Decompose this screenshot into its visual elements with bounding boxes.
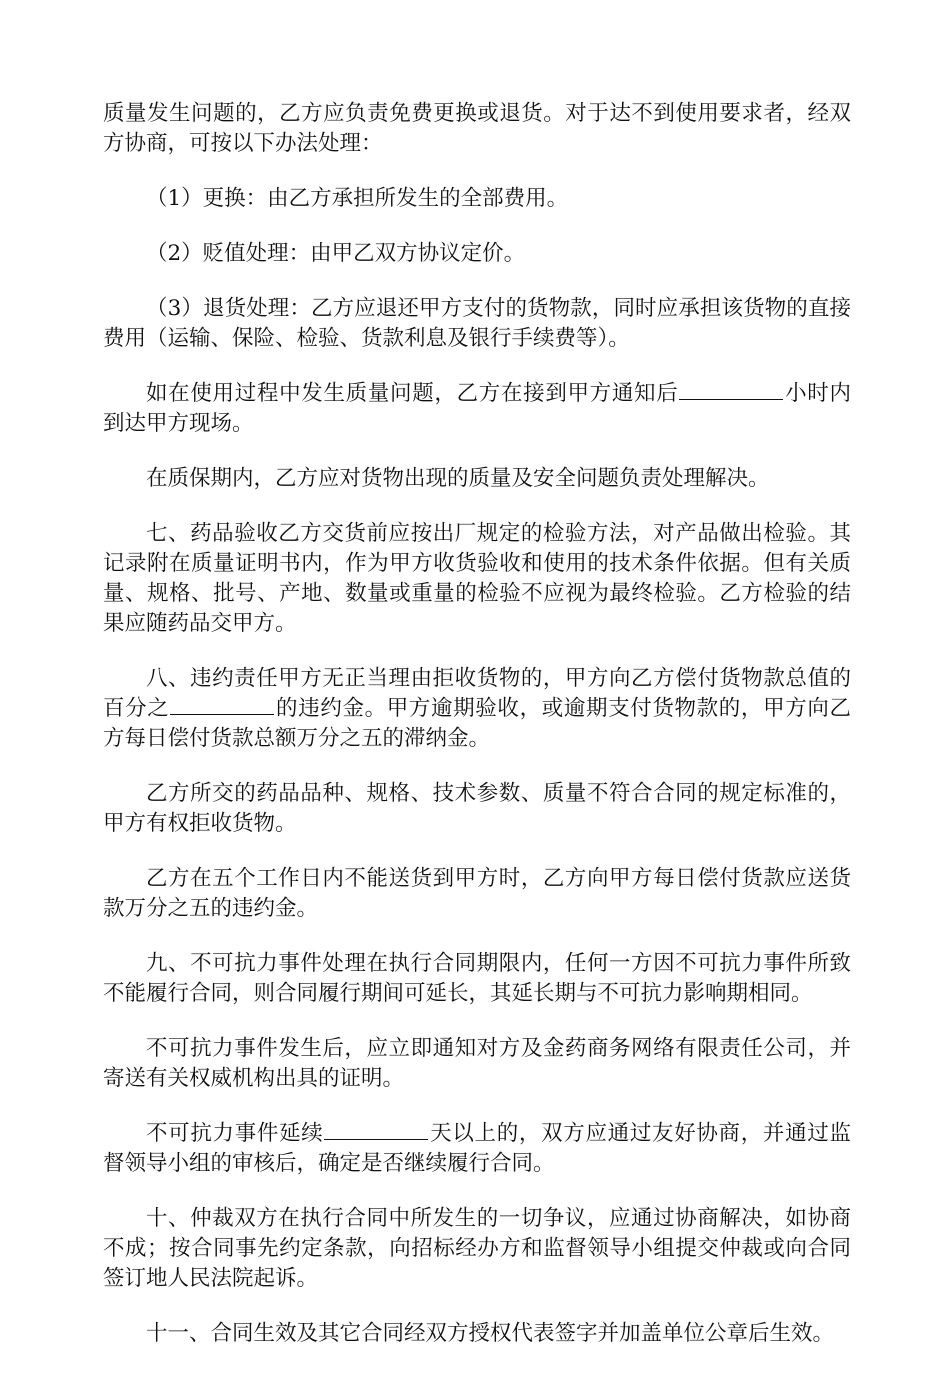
- paragraph-text: 八、违约责任甲方无正当理由拒收货物的，甲方向乙方偿付货物款总值的百分之: [103, 666, 851, 721]
- paragraph-section-11-effectiveness: [103, 1319, 851, 1349]
- paragraph-warranty: [103, 464, 851, 494]
- paragraph-replacement: [103, 184, 851, 214]
- paragraph-force-majeure-notice: [103, 1034, 851, 1094]
- paragraph-text: 质量发生问题的，乙方应负责免费更换或退货。对于达不到使用要求者，经双方协商，可按以下办法处理：: [103, 101, 851, 156]
- paragraph-text: 在质保期内，乙方应对货物出现的质量及安全问题负责处理解决。: [146, 466, 770, 491]
- fill-in-blank-hours[interactable]: [679, 379, 783, 400]
- paragraph-text: （2）贬值处理：由甲乙双方协议定价。: [146, 241, 526, 266]
- paragraph-return: [103, 294, 851, 354]
- paragraph-section-8-liability: [103, 664, 851, 754]
- paragraph-text: 的违约金。甲方逾期验收，或逾期支付货物款的，甲方向乙方每日偿付货款总额万分之五的滞纳金。: [103, 696, 851, 751]
- paragraph-text: 不可抗力事件发生后，应立即通知对方及金药商务网络有限责任公司，并寄送有关权威机构出具的证明。: [103, 1036, 851, 1091]
- paragraph-text: 小时内到达甲方现场。: [103, 381, 851, 436]
- paragraph-text: 十一、合同生效及其它合同经双方授权代表签字并加盖单位公章后生效。: [146, 1321, 835, 1346]
- paragraph-text: 七、药品验收乙方交货前应按出厂规定的检验方法，对产品做出检验。其记录附在质量证明书内，作为甲方收货验收和使用的技术条件依据。但有关质量、规格、批号、产地、数量或重量的检验不应视为最终检验。乙方检验的结果应随药品交甲方。: [103, 521, 851, 636]
- paragraph-quality-issue: [103, 99, 851, 159]
- paragraph-section-10-arbitration: [103, 1204, 851, 1294]
- paragraph-section-9-force-majeure: [103, 949, 851, 1009]
- paragraph-section-7-acceptance: [103, 519, 851, 639]
- paragraph-text: 乙方在五个工作日内不能送货到甲方时，乙方向甲方每日偿付货款应送货款万分之五的违约金。: [103, 866, 851, 921]
- fill-in-blank-percent[interactable]: [170, 694, 274, 715]
- paragraph-text: 天以上的，双方应通过友好协商，并通过监督领导小组的审核后，确定是否继续履行合同。: [103, 1121, 851, 1176]
- paragraph-onsite-response: [103, 379, 851, 439]
- paragraph-text: 如在使用过程中发生质量问题，乙方在接到甲方通知后: [146, 381, 679, 406]
- paragraph-text: 九、不可抗力事件处理在执行合同期限内，任何一方因不可抗力事件所致不能履行合同，则合同履行期间可延长，其延长期与不可抗力影响期相同。: [103, 951, 851, 1006]
- paragraph-depreciation: [103, 239, 851, 269]
- fill-in-blank-days[interactable]: [324, 1119, 428, 1140]
- paragraph-force-majeure-extension: [103, 1119, 851, 1179]
- paragraph-late-delivery: [103, 864, 851, 924]
- paragraph-text: 不可抗力事件延续: [146, 1121, 324, 1146]
- paragraph-text: （3）退货处理：乙方应退还甲方支付的货物款，同时应承担该货物的直接费用（运输、保险、检验、货款利息及银行手续费等）。: [103, 296, 851, 351]
- paragraph-text: 乙方所交的药品品种、规格、技术参数、质量不符合合同的规定标准的，甲方有权拒收货物。: [103, 781, 851, 836]
- document-body: [103, 99, 851, 1374]
- paragraph-text: 十、仲裁双方在执行合同中所发生的一切争议，应通过协商解决，如协商不成；按合同事先约定条款，向招标经办方和监督领导小组提交仲裁或向合同签订地人民法院起诉。: [103, 1206, 851, 1291]
- paragraph-text: （1）更换：由乙方承担所发生的全部费用。: [146, 186, 569, 211]
- paragraph-nonconforming-goods: [103, 779, 851, 839]
